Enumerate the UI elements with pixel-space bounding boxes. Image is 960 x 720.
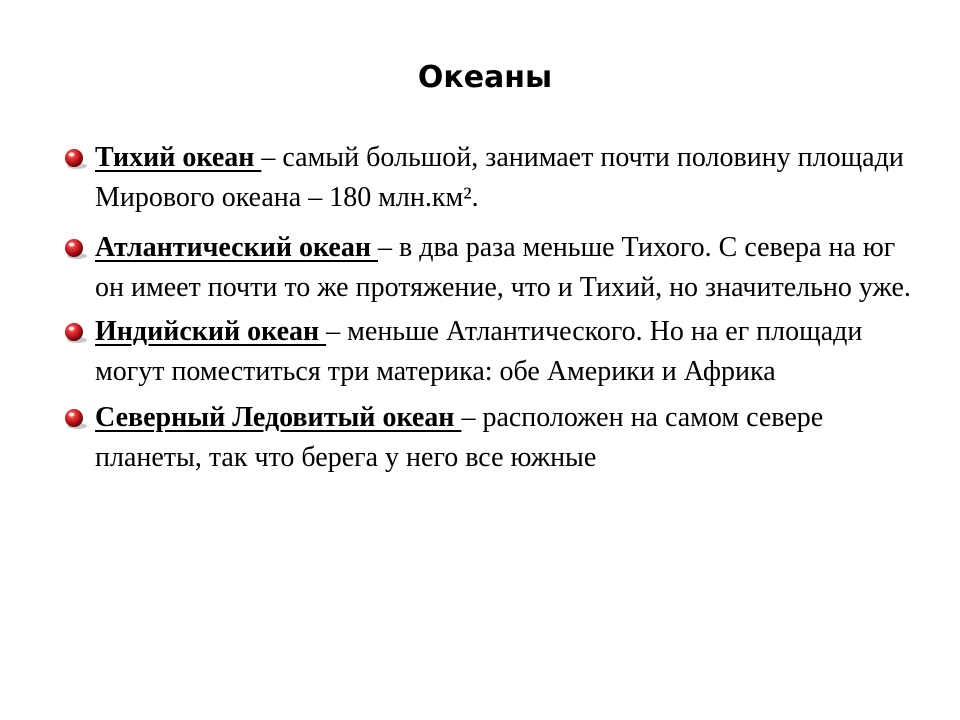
bullet-item-arctic [62,398,912,478]
red-sphere-icon [62,406,90,430]
bullet-term: Тихий океан [95,142,262,173]
bullet-item-indian [62,312,912,392]
red-sphere-icon [62,320,90,344]
bullet-term: Атлантический океан [95,232,378,263]
red-sphere-icon [62,146,90,170]
red-sphere-icon [62,236,90,260]
bullet-text: – в два раза меньше Тихого. С севера на юг он имеет почти то же протяжение, что и Тихий, но значительно уже. [95,232,911,303]
bullet-text: – меньше Атлантического. Но на ег площади могут поместиться три материка: обе Америки и Африка [95,316,863,387]
bullet-term: Индийский океан [95,316,327,347]
bullet-text: – расположен на самом севере планеты, так что берега у него все южные [95,402,824,473]
bullet-item-pacific [62,138,912,218]
bullet-term: Северный Ледовитый океан [95,402,462,433]
bullet-item-atlantic [62,228,912,308]
slide-title: Океаны [417,60,553,95]
bullet-text: – самый большой, занимает почти половину площади Мирового океана – 180 млн.км². [95,142,904,213]
bullet-list [62,138,912,488]
